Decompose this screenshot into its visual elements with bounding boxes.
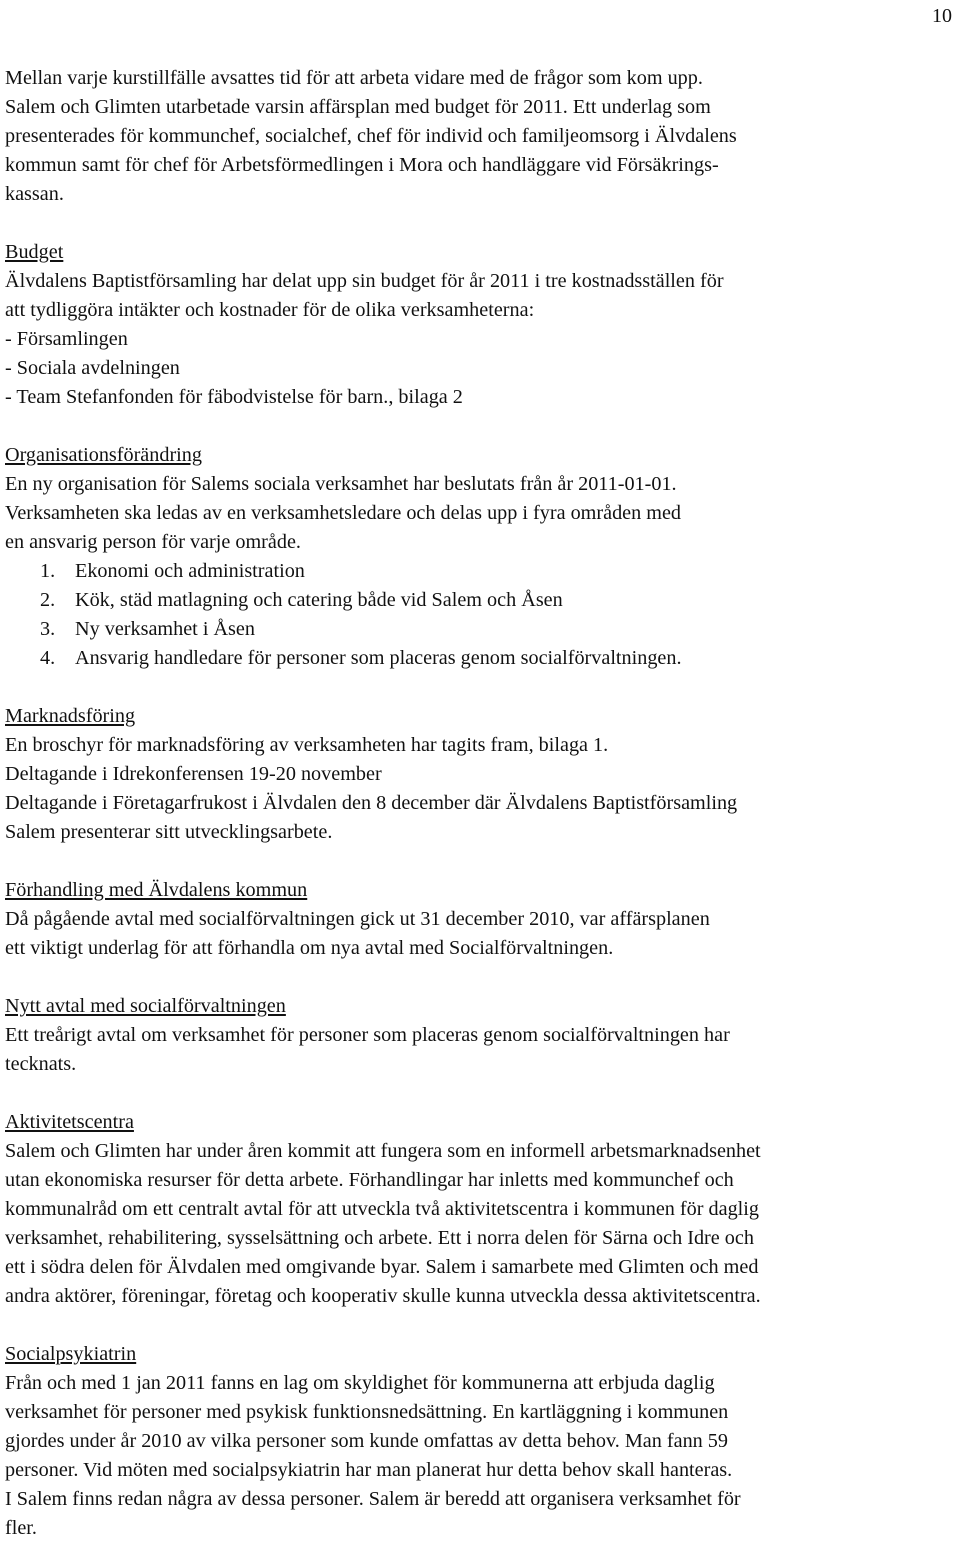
text-line: personer. Vid möten med socialpsykiatrin har man planerat hur detta behov skall hanteras. (5, 1459, 733, 1481)
text-line: ett viktigt underlag för att förhandla om nya avtal med Socialförvaltningen. (5, 937, 614, 959)
list-text: Ansvarig handledare för personer som placeras genom socialförvaltningen. (75, 647, 682, 669)
list-item (5, 586, 955, 615)
text-line: - Sociala avdelningen (5, 357, 180, 379)
text-line: att tydliggöra intäkter och kostnader för de olika verksamheterna: (5, 299, 535, 321)
marketing-section (5, 702, 955, 847)
new-agreement-section (5, 992, 955, 1079)
section-heading-negotiation: Förhandling med Älvdalens kommun (5, 879, 308, 901)
organisation-section (5, 441, 955, 673)
list-text: Ekonomi och administration (75, 560, 305, 582)
text-line: tecknats. (5, 1053, 77, 1075)
activity-section (5, 1108, 955, 1311)
text-line: Salem presenterar sitt utvecklingsarbete. (5, 821, 333, 843)
document-body (5, 64, 955, 1543)
text-line: en ansvarig person för varje område. (5, 531, 301, 553)
text-line: En broschyr för marknadsföring av verksamheten har tagits fram, bilaga 1. (5, 734, 609, 756)
list-text: Kök, städ matlagning och catering både vid Salem och Åsen (75, 589, 563, 611)
list-text: Ny verksamhet i Åsen (75, 618, 255, 640)
text-line: Mellan varje kurstillfälle avsattes tid för att arbeta vidare med de frågor som kom upp. (5, 67, 703, 89)
intro-paragraph (5, 64, 955, 209)
text-line: Från och med 1 jan 2011 fanns en lag om skyldighet för kommunerna att erbjuda daglig (5, 1372, 715, 1394)
section-heading-budget: Budget (5, 241, 64, 263)
text-line: - Team Stefanfonden för fäbodvistelse för barn., bilaga 2 (5, 386, 463, 408)
text-line: kommun samt för chef för Arbetsförmedlingen i Mora och handläggare vid Försäkrings- (5, 154, 719, 176)
section-heading-organisation: Organisationsförändring (5, 444, 202, 466)
text-line: Salem och Glimten har under åren kommit att fungera som en informell arbetsmarknadsenhet (5, 1140, 761, 1162)
text-line: Deltagande i Idrekonferensen 19-20 november (5, 763, 382, 785)
text-line: - Församlingen (5, 328, 128, 350)
text-line: Då pågående avtal med socialförvaltningen gick ut 31 december 2010, var affärsplanen (5, 908, 710, 930)
page-number: 10 (932, 5, 952, 27)
text-line: utan ekonomiska resurser för detta arbete. Förhandlingar har inletts med kommunchef och (5, 1169, 734, 1191)
negotiation-section (5, 876, 955, 963)
text-line: andra aktörer, föreningar, företag och kooperativ skulle kunna utveckla dessa aktivitetscentra. (5, 1285, 761, 1307)
text-line: Salem och Glimten utarbetade varsin affärsplan med budget för 2011. Ett underlag som (5, 96, 711, 118)
text-line: gjordes under år 2010 av vilka personer som kunde omfattas av detta behov. Man fann 59 (5, 1430, 728, 1452)
text-line: kassan. (5, 183, 64, 205)
text-line: presenterades för kommunchef, socialchef, chef för individ och familjeomsorg i Älvdalens (5, 125, 737, 147)
section-heading-new-agreement: Nytt avtal med socialförvaltningen (5, 995, 286, 1017)
section-heading-marketing: Marknadsföring (5, 705, 136, 727)
text-line: I Salem finns redan några av dessa personer. Salem är beredd att organisera verksamhet för (5, 1488, 741, 1510)
text-line: fler. (5, 1517, 37, 1539)
list-item (5, 615, 955, 644)
text-line: verksamhet för personer med psykisk funktionsnedsättning. En kartläggning i kommunen (5, 1401, 729, 1423)
text-line: Ett treårigt avtal om verksamhet för personer som placeras genom socialförvaltningen har (5, 1024, 730, 1046)
text-line: En ny organisation för Salems sociala verksamhet har beslutats från år 2011-01-01. (5, 473, 677, 495)
text-line: Deltagande i Företagarfrukost i Älvdalen den 8 december där Älvdalens Baptistförsamling (5, 792, 738, 814)
list-item (5, 557, 955, 586)
list-number: 4. (40, 647, 56, 669)
text-line: kommunalråd om ett centralt avtal för att utveckla två aktivitetscentra i kommunen för daglig (5, 1198, 759, 1220)
section-heading-psychiatry: Socialpsykiatrin (5, 1343, 137, 1365)
section-heading-activity: Aktivitetscentra (5, 1111, 134, 1133)
text-line: ett i södra delen för Älvdalen med omgivande byar. Salem i samarbete med Glimten och med (5, 1256, 759, 1278)
budget-section (5, 238, 955, 412)
list-number: 1. (40, 560, 56, 582)
text-line: verksamhet, rehabilitering, sysselsättning och arbete. Ett i norra delen för Särna och Idre och (5, 1227, 754, 1249)
list-number: 2. (40, 589, 56, 611)
list-item (5, 644, 955, 673)
psychiatry-section (5, 1340, 955, 1543)
list-number: 3. (40, 618, 56, 640)
text-line: Älvdalens Baptistförsamling har delat upp sin budget för år 2011 i tre kostnadsställen för (5, 270, 724, 292)
text-line: Verksamheten ska ledas av en verksamhetsledare och delas upp i fyra områden med (5, 502, 682, 524)
